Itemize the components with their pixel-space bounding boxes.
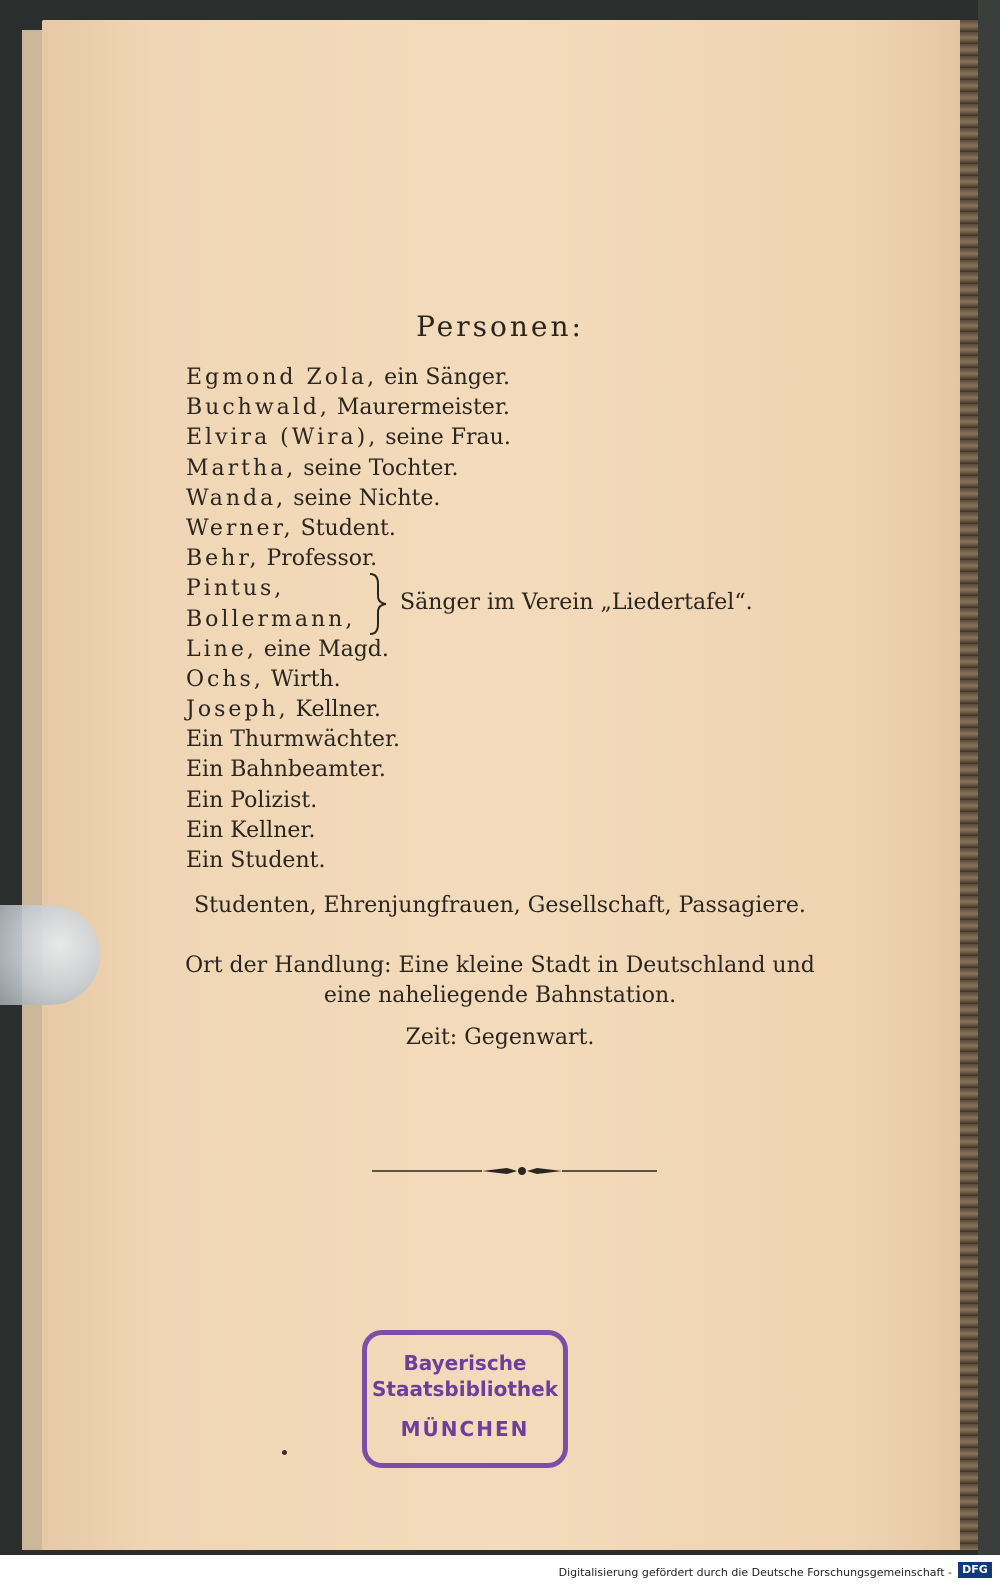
group-brace xyxy=(366,572,396,636)
extras-line: Studenten, Ehrenjungfrauen, Gesellschaft, Passagiere. xyxy=(194,893,806,918)
ornament-divider xyxy=(372,1165,657,1177)
cast-entry: Egmond Zola, ein Sänger. xyxy=(186,365,510,390)
brace-icon xyxy=(366,572,396,636)
time-line: Zeit: Gegenwart. xyxy=(405,1025,595,1050)
setting-line: eine naheliegende Bahnstation. xyxy=(323,983,677,1008)
cast-entry: Ein Kellner. xyxy=(186,817,316,843)
cast-entry: Ochs, Wirth. xyxy=(186,666,341,692)
group-label: Sänger im Verein „Liedertafel“. xyxy=(400,590,753,615)
cast-entry: Wanda, seine Nichte. xyxy=(186,485,441,511)
cast-entry: Ein Polizist. xyxy=(186,787,318,813)
stamp-line: Staatsbibliothek xyxy=(371,1377,559,1401)
page-binding-edge xyxy=(960,20,978,1550)
library-stamp xyxy=(362,1330,568,1468)
ink-dot xyxy=(282,1450,287,1455)
dfg-logo: DFG xyxy=(958,1562,992,1578)
cast-entry: Pintus, xyxy=(186,576,285,602)
page-title: Personen: xyxy=(416,310,584,343)
stamp-line: Bayerische xyxy=(403,1351,527,1375)
setting-line: Ort der Handlung: Eine kleine Stadt in Deutschland und xyxy=(185,953,815,978)
cast-entry: Elvira (Wira), seine Frau. xyxy=(186,425,511,451)
cast-entry: Martha, seine Tochter. xyxy=(186,455,459,481)
cast-entry: Ein Thurmwächter. xyxy=(186,727,401,753)
cast-entry: Line, eine Magd. xyxy=(186,636,389,662)
cast-entry: Ein Student. xyxy=(186,848,326,873)
cast-list xyxy=(186,363,511,876)
cast-entry: Joseph, Kellner. xyxy=(186,697,381,723)
footer-credit: Digitalisierung gefördert durch die Deutsche Forschungsgemeinschaft - xyxy=(558,1566,952,1579)
cast-entry: Werner, Student. xyxy=(186,515,396,541)
cast-entry: Ein Bahnbeamter. xyxy=(186,757,386,783)
cast-entry: Bollermann, xyxy=(186,606,356,632)
stamp-line: MÜNCHEN xyxy=(400,1417,530,1441)
cast-entry: Behr, Professor. xyxy=(186,546,378,572)
right-page-strip xyxy=(978,0,1000,1555)
cast-entry: Buchwald, Maurermeister. xyxy=(186,395,510,421)
